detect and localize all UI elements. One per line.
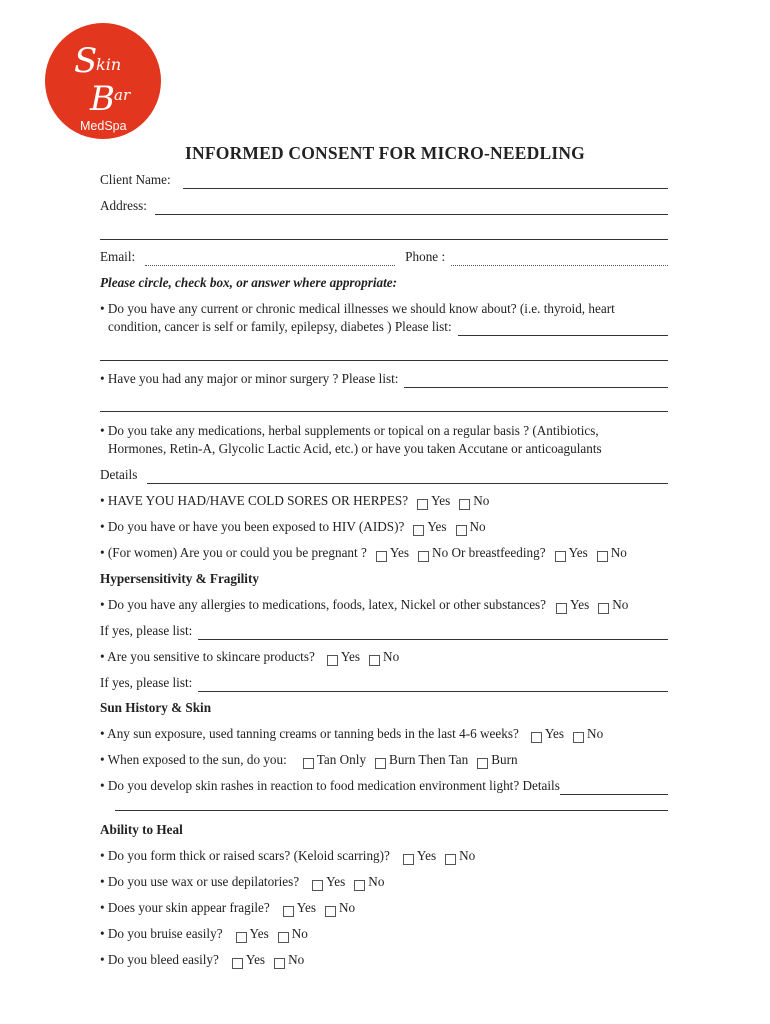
bleed-no-checkbox[interactable] <box>274 958 285 969</box>
cold-sores-yes-checkbox[interactable] <box>417 499 428 510</box>
tan-only-checkbox[interactable] <box>303 758 314 769</box>
pregnant-no-checkbox[interactable] <box>418 551 429 562</box>
scars-no-checkbox[interactable] <box>445 854 456 865</box>
instructions: Please circle, check box, or answer where appropriate: <box>100 275 398 290</box>
burn-label: Burn <box>491 752 518 767</box>
medications-details-row <box>100 466 668 484</box>
client-name-row <box>100 171 668 189</box>
client-name-input[interactable] <box>183 175 668 189</box>
no-label: No <box>288 952 305 967</box>
sensitive-question: • Are you sensitive to skincare products? <box>100 649 315 664</box>
breastfeeding-label: No Or breastfeeding? <box>432 545 546 560</box>
no-label: No <box>459 848 476 863</box>
logo-letter-b: B <box>90 79 115 119</box>
logo-word-ar: ar <box>114 86 131 104</box>
fragile-question: • Does your skin appear fragile? <box>100 900 270 915</box>
phone-input[interactable] <box>451 252 668 266</box>
illness-question-line2: condition, cancer is self or family, epilepsy, diabetes ) Please list: <box>108 319 452 334</box>
cold-sores-question: • HAVE YOU HAD/HAVE COLD SORES OR HERPES? <box>100 493 409 508</box>
sensitive-no-checkbox[interactable] <box>369 655 380 666</box>
if-yes-label: If yes, please list: <box>100 675 193 690</box>
illness-input[interactable] <box>458 322 668 336</box>
fragile-yes-checkbox[interactable] <box>283 906 294 917</box>
section-sun-history: Sun History & Skin <box>100 700 212 715</box>
surgery-line-2[interactable] <box>100 411 668 412</box>
bruise-row <box>100 925 668 943</box>
sensitive-list-row <box>100 674 668 692</box>
no-label: No <box>368 874 385 889</box>
yes-label: Yes <box>245 952 266 967</box>
scars-row <box>100 847 668 865</box>
sun-exposure-no-checkbox[interactable] <box>573 732 584 743</box>
sun-exposure-row <box>100 725 668 743</box>
medications-question-line2: Hormones, Retin-A, Glycolic Lactic Acid, etc.) or have you taken Accutane or anticoagulants <box>108 441 602 456</box>
bruise-no-checkbox[interactable] <box>278 932 289 943</box>
fragile-row <box>100 899 668 917</box>
rashes-row <box>100 777 668 795</box>
burn-then-tan-checkbox[interactable] <box>375 758 386 769</box>
bleed-yes-checkbox[interactable] <box>232 958 243 969</box>
rashes-question: • Do you develop skin rashes in reaction to food medication environment light? Details <box>100 778 560 793</box>
burn-checkbox[interactable] <box>477 758 488 769</box>
sun-exposure-yes-checkbox[interactable] <box>531 732 542 743</box>
yes-label: Yes <box>427 519 447 534</box>
logo-letter-s: S <box>74 41 98 81</box>
address-label: Address: <box>100 198 147 213</box>
sun-exposure-question: • Any sun exposure, used tanning creams or tanning beds in the last 4-6 weeks? <box>100 726 519 741</box>
bleed-question: • Do you bleed easily? <box>100 952 219 967</box>
details-label: Details <box>100 467 138 482</box>
email-phone-row <box>100 248 668 266</box>
rashes-line-2[interactable] <box>115 810 668 811</box>
burn-then-tan-label: Burn Then Tan <box>389 752 469 767</box>
bruise-question: • Do you bruise easily? <box>100 926 223 941</box>
logo-medspa: MedSpa <box>80 119 127 133</box>
address-input[interactable] <box>155 201 668 215</box>
scars-question: • Do you form thick or raised scars? (Keloid scarring)? <box>100 848 390 863</box>
surgery-question: • Have you had any major or minor surgery ? Please list: <box>100 371 399 386</box>
no-label: No <box>291 926 308 941</box>
yes-label: Yes <box>544 726 565 741</box>
cold-sores-no-checkbox[interactable] <box>459 499 470 510</box>
sun-response-question: • When exposed to the sun, do you: <box>100 752 287 767</box>
allergies-no-checkbox[interactable] <box>598 603 609 614</box>
no-label: No <box>469 519 486 534</box>
yes-label: Yes <box>249 926 269 941</box>
allergies-question: • Do you have any allergies to medications, foods, latex, Nickel or other substances? <box>100 597 547 612</box>
breastfeeding-no-checkbox[interactable] <box>597 551 608 562</box>
phone-label: Phone : <box>405 249 446 264</box>
yes-label: Yes <box>416 848 437 863</box>
sensitive-list-input[interactable] <box>198 678 668 692</box>
wax-question: • Do you use wax or use depilatories? <box>100 874 300 889</box>
yes-label: Yes <box>570 597 590 612</box>
skin-bar-medspa-logo <box>44 22 162 140</box>
pregnant-question: • (For women) Are you or could you be pregnant ? <box>100 545 367 560</box>
hiv-no-checkbox[interactable] <box>456 525 467 536</box>
fragile-no-checkbox[interactable] <box>325 906 336 917</box>
client-name-label: Client Name: <box>100 172 171 187</box>
illness-question-line2-row <box>108 318 668 336</box>
pregnant-row <box>100 544 668 562</box>
bruise-yes-checkbox[interactable] <box>236 932 247 943</box>
address-line-2[interactable] <box>100 239 668 240</box>
no-label: No <box>610 545 627 560</box>
section-hypersensitivity: Hypersensitivity & Fragility <box>100 571 259 586</box>
page-title: INFORMED CONSENT FOR MICRO-NEEDLING <box>185 143 585 163</box>
email-input[interactable] <box>145 252 395 266</box>
tan-only-label: Tan Only <box>316 752 367 767</box>
no-label: No <box>383 649 400 664</box>
cold-sores-row <box>100 492 668 510</box>
yes-label: Yes <box>296 900 316 915</box>
surgery-input[interactable] <box>404 374 668 388</box>
allergies-list-input[interactable] <box>198 626 668 640</box>
yes-label: Yes <box>431 493 451 508</box>
no-label: No <box>338 900 356 915</box>
yes-label: Yes <box>389 545 410 560</box>
no-label: No <box>473 493 490 508</box>
rashes-details-input[interactable] <box>560 781 668 795</box>
illness-question-line1: • Do you have any current or chronic medical illnesses we should know about? (i.e. thyroid, heart <box>100 301 615 316</box>
allergies-yes-checkbox[interactable] <box>556 603 567 614</box>
medications-question-line1: • Do you take any medications, herbal supplements or topical on a regular basis ? (Antibiotics, <box>100 423 599 438</box>
allergies-list-row <box>100 622 668 640</box>
hiv-yes-checkbox[interactable] <box>413 525 424 536</box>
hiv-row <box>100 518 668 536</box>
breastfeeding-yes-checkbox[interactable] <box>555 551 566 562</box>
email-label: Email: <box>100 249 136 264</box>
section-ability-to-heal: Ability to Heal <box>100 822 183 837</box>
yes-label: Yes <box>340 649 361 664</box>
if-yes-label: If yes, please list: <box>100 623 193 638</box>
medications-details-input[interactable] <box>147 470 668 484</box>
no-label: No <box>587 726 604 741</box>
allergies-row <box>100 596 668 614</box>
sun-response-row <box>100 751 668 769</box>
illness-line-2[interactable] <box>100 360 668 361</box>
sensitive-row <box>100 648 668 666</box>
wax-no-checkbox[interactable] <box>354 880 365 891</box>
address-row <box>100 197 668 215</box>
wax-yes-checkbox[interactable] <box>312 880 323 891</box>
yes-label: Yes <box>568 545 588 560</box>
wax-row <box>100 873 668 891</box>
bleed-row <box>100 951 668 969</box>
no-label: No <box>612 597 629 612</box>
surgery-row <box>100 370 668 388</box>
yes-label: Yes <box>326 874 346 889</box>
logo-word-kin: kin <box>96 55 122 74</box>
hiv-question: • Do you have or have you been exposed to HIV (AIDS)? <box>100 519 405 534</box>
sensitive-yes-checkbox[interactable] <box>327 655 338 666</box>
scars-yes-checkbox[interactable] <box>403 854 414 865</box>
pregnant-yes-checkbox[interactable] <box>376 551 387 562</box>
